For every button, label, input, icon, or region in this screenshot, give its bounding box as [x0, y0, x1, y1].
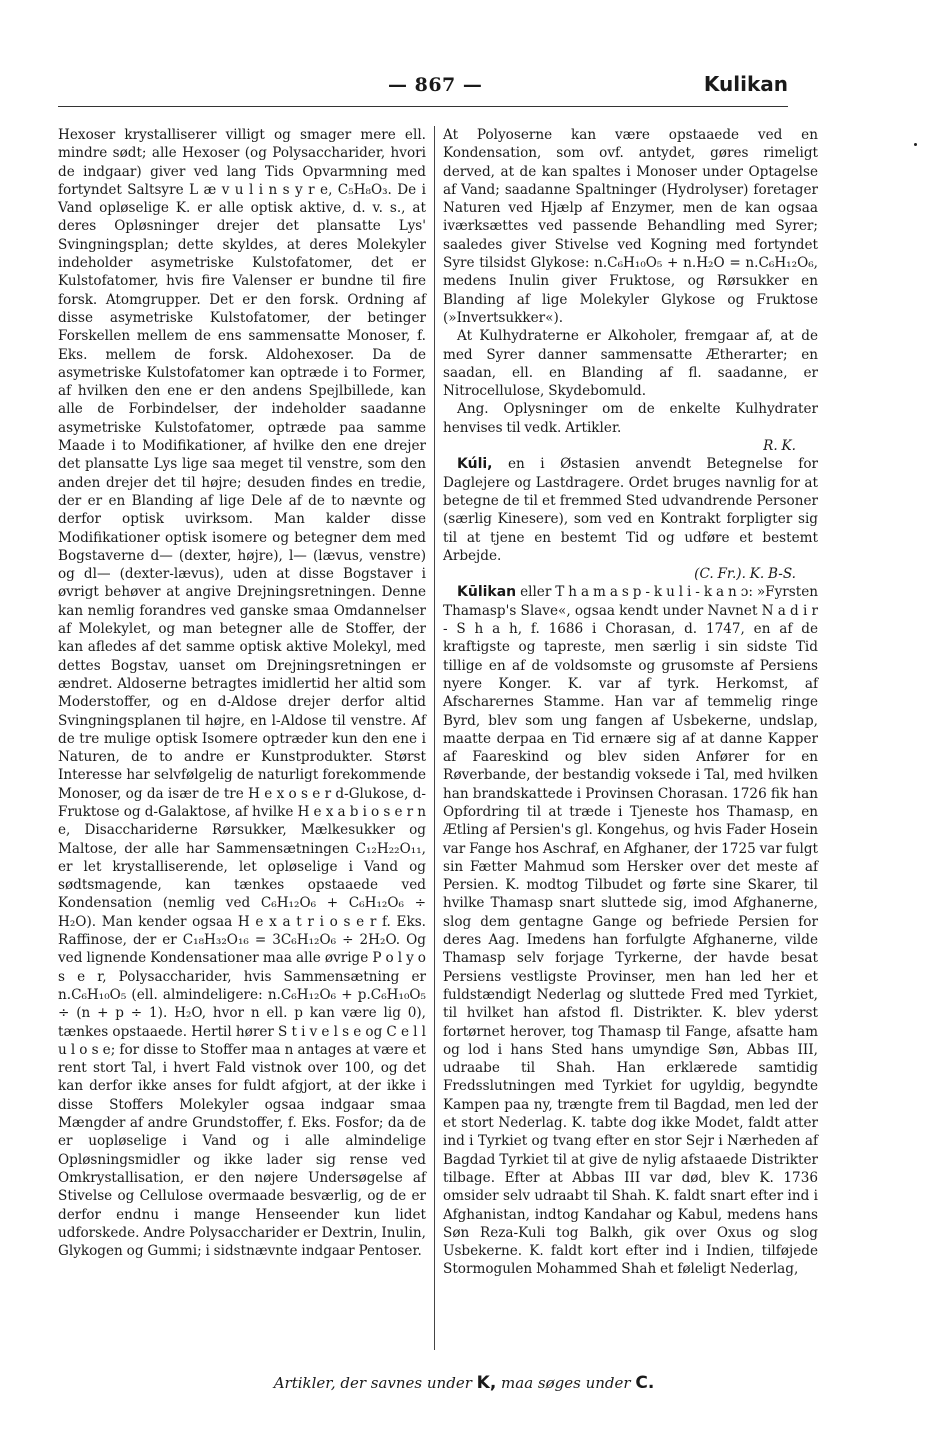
footer-letter-k: K,: [476, 1373, 497, 1393]
left-paragraph: Hexoser krystalliserer villigt og smager mere ell. mindre sødt; alle Hexoser (og Polysaccharider, hvori de indgaar) giver ved lang Tids Opvarmning med fortyndet Saltsyre L æ v u l i n s y r e, C₅H₈O₃. De i Vand opløselige K. er alle optisk aktive, d. v. s., at deres Opløsninger drejer det plansatte Lys' Svingningsplan; dette skyldes, at deres Molekyler indeholder asymetriske Kulstofatomer, det er Kulstofatomer, hvis fire Valenser er bundne til fire forsk. Atomgrupper. Det er den forsk. Ordning af disse asymetriske Kulstofatomer, der betinger Forskellen mellem de ens sammensatte Monoser, f. Eks. mellem de forsk. Aldohexoser. Da de asymetriske Kulstofatomer kan optræde i to Former, af hvilken den ene er den andens Spejlbillede, kan alle de Forbindelser, der indeholder saadanne asymetriske Kulstofatomer, optræde paa samme Maade i to Modifikationer, af hvilke den ene drejer det plansatte Lys lige saa meget til venstre, som den anden drejer det til højre; desuden findes en tredie, der er en Blanding af lige Dele af de to nævnte og derfor optisk uvirksom. Man kalder disse Modifikationer optisk isomere og betegner dem med Bogstaverne d— (dexter, højre), l— (lævus, venstre) og dl— (dexter-lævus), uden at disse Bogstaver i øvrigt behøver at angive Drejningsretningen. Denne kan nemlig forandres ved ganske smaa Omdannelser af Molekylet, og man betegner alle de Stoffer, der kan afledes af det samme optisk aktive Molekyl, med dettes Bogstav, uanset om Drejningsretningen er ændret. Aldoserne betragtes imidlertid her altid som Moderstoffer, og en d-Aldose drejer derfor altid Svingningsplanen til højre, en l-Aldose til venstre. Af de tre mulige optisk Isomere optræder kun den ene i Naturen, de to andre er Kunstprodukter. Størst Interesse har selvfølgelig de naturligt forekommende Monoser, og da især de tre H e x o s e r d-Glukose, d-Fruktose og d-Galaktose, af hvilke H e x a b i o s e r n e, Disacchariderne Rørsukker, Mælkesukker og Maltose, der alle har Sammensætningen C₁₂H₂₂O₁₁, er let krystalliserende, let opløselige i Vand og sødtsmagende, kan tænkes opstaaede ved Kondensation (nemlig ved C₆H₁₂O₆ + C₆H₁₂O₆ ÷ H₂O). Man kender ogsaa H e x a t r i o s e r f. Eks. Raffinose, der er C₁₈H₃₂O₁₆ = 3C₆H₁₂O₆ ÷ 2H₂O. Og ved lignende Kondensationer maa alle øvrige P o l y o s e r, Polysaccharider, hvis Sammensætning er n.C₆H₁₀O₅ (ell. almindeligere: n.C₆H₁₂O₆ + p.C₆H₁₀O₅ ÷ (n + p ÷ 1). H₂O, hvor n ell. p kan være lig 0), tænkes opstaaede. Hertil hører S t i v e l s e og C e l l u l o s e; for disse to Stoffer maa n antages at være et rent stort Tal, i hvert Fald vistnok over 100, og det kan derfor ikke anses for fuldt afgjort, at der ikke i disse Stoffers Molekyler ogsaa indgaar smaa Mængder af andre Grundstoffer, f. Eks. Fosfor; da de er uopløselige i Vand og i alle almindelige Opløsningsmidler og ikke lader sig rense ved Omkrystallisation, er den nøjere Undersøgelse af Stivelse og Cellulose overmaade besværlig, og de er derfor endnu i mange Henseender kun lidet udforskede. Andre Polysaccharider er Dextrin, Inulin, Glykogen og Gummi; i sidstnævnte indgaar Pentoser.: [58, 127, 426, 1260]
kulikan-headword: Kūlikan: [457, 584, 517, 601]
left-column: [58, 126, 426, 1354]
references-paragraph: [443, 400, 818, 455]
kulikan-text: eller T h a m a s p - k u l i - k a n ɔ: »Fyrsten Thamasp's Slave«, ogsaa kendt under Navnet N a d i r - S h a h, f. 1686 i Chorasan, d. 1747, en af de kraftigste og tapreste, men særlig i sin sidste Tid tillige en af de voldsomste og grusomste af Persiens nyere Konger. K. var af tyrk. Herkomst, af Afscharernes Stamme. Han var af temmelig ringe Byrd, blev som ung fangen af Usbekerne, undslap, maatte derpaa en Tid ernære sig af at danne Kapper af Faareskind og blev siden Anfører for en Røverbande, der bestandig voksede i Tal, med hvilken han brandskattede i Provinsen Chorasan. 1726 fik han Opfordring til at træde i Tjeneste hos Thamasp, en Ætling af Persien's gl. Kongehus, og hvis Fader Hosein var Fange hos Aschraf, en Afghaner, der 1725 var fulgt sin Fætter Mahmud som Hersker over det meste af Persien. K. modtog Tilbudet og førte sine Skarer, til hvilke Thamasp snart sluttede sig, imod Afghanerne, slog dem gentagne Gange og befriede Persien for deres Aag. Imedens han forfulgte Afghanerne, vilde Thamasp selv forjage Tyrkerne, der havde besat Persiens vestligste Provinser, men han led her et fuldstændigt Nederlag og sluttede Fred med Tyrkiet, til hvilket han afstod fl. Distrikter. K. blev yderst fortørnet herover, tog Thamasp til Fange, afsatte ham og lod i hans Sted hans umyndige Søn, Abbas III, udraabe til Shah. Han erklærede samtidig Fredsslutningen med Tyrkiet for ugyldig, begyndte Kampen paa ny, trængte frem til Bagdad, men led der et stort Nederlag. K. tabte dog ikke Modet, faldt atter ind i Tyrkiet og tvang efter en stor Sejr i Nærheden af Bagdad Tyrkiet til at give de nylig afstaaede Distrikter tilbage. Efter at Abbas III var død, blev K. 1736 omsider selv udraabt til Shah. K. faldt snart efter ind i Afghanistan, indtog Kandahar og Kabul, medens hans Søn Reza-Kuli tog Balkh, gik over Oxus og slog Usbekerne. K. faldt kort efter ind i Indien, tilføjede Stormogulen Mohammed Shah et føleligt Nederlag,: [443, 584, 818, 1278]
polyoser-paragraph: At Polyoserne kan være opstaaede ved en Kondensation, som ovf. antydet, gøres rimeligt derved, at de kan spaltes i Monoser under Optagelse af Vand; saadanne Spaltninger (Hydrolyser) foretager Naturen ved Hjælp af Enzymer, men de kan ogsaa iværksættes ved passende Behandling med Syrer; saaledes giver Stivelse ved Kogning med fortyndet Syre tilsidst Glykose: n.C₆H₁₀O₅ + n.H₂O = n.C₆H₁₂O₆, medens Inulin giver Fruktose, og Rørsukker en Blanding af lige Molekyler Glykose og Fruktose (»Invertsukker«).: [443, 127, 818, 326]
kuli-signature: (C. Fr.). K. B-S.: [694, 566, 796, 583]
running-head: Kulikan: [703, 72, 788, 96]
references-text: Ang. Oplysninger om de enkelte Kulhydrater henvises til vedk. Artikler.: [443, 401, 818, 436]
kuli-entry: [443, 455, 818, 583]
footer-text-middle: maa søges under: [496, 1374, 636, 1392]
column-divider: [434, 126, 435, 1350]
kulikan-entry: [443, 583, 818, 1278]
margin-mark: [914, 143, 917, 146]
author-signature: R. K.: [763, 438, 796, 455]
header-rule: [58, 106, 788, 107]
footer-letter-c: C.: [635, 1373, 655, 1393]
page-footer: [0, 1373, 928, 1393]
footer-text-before: Artikler, der savnes under: [273, 1374, 477, 1392]
page-number: — 867 —: [388, 74, 483, 96]
right-column: [443, 126, 818, 1354]
kuli-headword: Kúli,: [457, 456, 493, 473]
page-header: [58, 72, 788, 102]
kulhydrater-paragraph: At Kulhydraterne er Alkoholer, fremgaar af, at de med Syrer danner sammensatte Ætherarter; en saadan, ell. en Blanding af fl. saadanne, er Nitrocellulose, Skydebomuld.: [443, 328, 818, 400]
kuli-text: en i Østasien anvendt Betegnelse for Daglejere og Lastdragere. Ordet bruges navnlig for at betegne de til et fremmed Sted udvandrende Personer (særlig Kinesere), som ved en Kontrakt forpligter sig til at tjene en bestemt Tid og udføre et bestemt Arbejde.: [443, 456, 818, 564]
